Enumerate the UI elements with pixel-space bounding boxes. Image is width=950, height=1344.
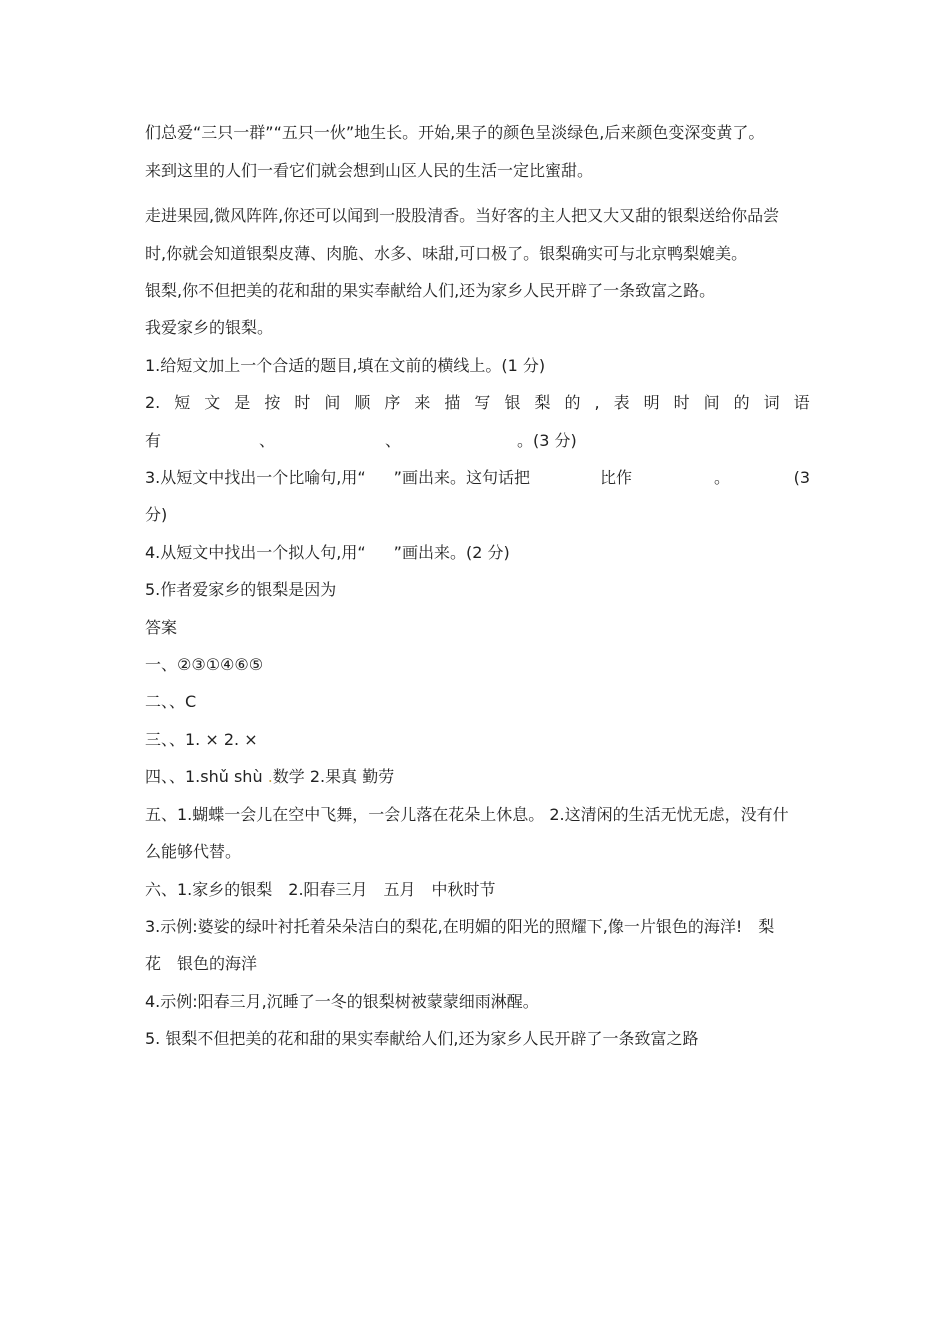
answer-line: 五、1.蝴蝶一会儿在空中飞舞，一会儿落在花朵上休息。 2.这清闲的生活无忧无虑，没有什 xyxy=(145,805,789,824)
q2-sep: 、 xyxy=(259,431,276,450)
answer-line: 4.示例:阳春三月,沉睡了一冬的银梨树被蒙蒙细雨淋醒。 xyxy=(145,992,539,1011)
passage-line: 来到这里的人们一看它们就会想到山区人民的生活一定比蜜甜。 xyxy=(145,161,594,180)
q2-start: 有 xyxy=(145,431,162,450)
answer-line: 六、1.家乡的银梨 2.阳春三月 五月 中秋时节 xyxy=(145,880,496,899)
q2-char: 序 xyxy=(384,393,401,412)
q3-part: 比作 xyxy=(599,468,632,487)
passage-line: 走进果园,微风阵阵,你还可以闻到一股股清香。当好客的主人把又大又甜的银梨送给你品尝 xyxy=(145,206,780,225)
answer-line xyxy=(145,767,810,787)
q2-char: 短 xyxy=(174,393,191,412)
answer-line: 5. 银梨不但把美的花和甜的果实奉献给人们,还为家乡人民开辟了一条致富之路 xyxy=(145,1029,699,1048)
q2-char: 描 xyxy=(444,393,461,412)
q2-char: 来 xyxy=(414,393,431,412)
answer-line: 一、②③①④⑥⑤ xyxy=(145,655,264,674)
question-2-line xyxy=(145,393,810,413)
q2-char: 间 xyxy=(324,393,341,412)
q2-char: 时 xyxy=(294,393,311,412)
answer-line: 花 银色的海洋 xyxy=(145,954,258,973)
passage-line: 银梨,你不但把美的花和甜的果实奉献给人们,还为家乡人民开辟了一条致富之路。 xyxy=(145,281,716,300)
q2-char: 顺 xyxy=(354,393,371,412)
answer-line: 三、、1. × 2. × xyxy=(145,730,258,749)
q2-char: 文 xyxy=(204,393,221,412)
q2-char: 写 xyxy=(474,393,491,412)
q2-char: 的 xyxy=(733,393,750,412)
passage-line: 时,你就会知道银梨皮薄、肉脆、水多、味甜,可口极了。银梨确实可与北京鸭梨媲美。 xyxy=(145,244,748,263)
q4-part: ”画出来。(2 分) xyxy=(393,543,510,562)
q2-char: 明 xyxy=(643,393,660,412)
question-3-score-cont: 分) xyxy=(145,505,168,524)
q2-char: 时 xyxy=(673,393,690,412)
question-1: 1.给短文加上一个合适的题目,填在文前的横线上。(1 分) xyxy=(145,356,546,375)
q2-end: 。(3 分) xyxy=(517,431,577,450)
answer-line: 二、、C xyxy=(145,692,197,711)
q3-score: (3 xyxy=(793,468,810,487)
q4-part: 4.从短文中找出一个拟人句,用“ xyxy=(145,543,366,562)
answer-part: 数学 2.果真 勤劳 xyxy=(272,767,395,786)
q2-char: 表 xyxy=(613,393,630,412)
answer-line: 么能够代替。 xyxy=(145,842,242,861)
q2-char: 梨 xyxy=(534,393,551,412)
q3-part: 。 xyxy=(713,468,730,487)
q2-char: 间 xyxy=(703,393,720,412)
answer-part: 四、、1.shǔ shù xyxy=(145,767,263,786)
q2-char: 语 xyxy=(793,393,810,412)
answers-heading: 答案 xyxy=(145,618,178,637)
q3-part: ”画出来。这句话把 xyxy=(393,468,530,487)
q2-char: 是 xyxy=(234,393,251,412)
passage-line: 我爱家乡的银梨。 xyxy=(145,318,274,337)
answer-line: 3.示例:婆娑的绿叶衬托着朵朵洁白的梨花,在明媚的阳光的照耀下,像一片银色的海洋! 梨 xyxy=(145,917,775,936)
question-4-line xyxy=(145,543,810,563)
q2-char: 2. xyxy=(145,393,161,412)
question-2-continuation xyxy=(145,431,810,451)
q2-char: 的 xyxy=(564,393,581,412)
question-3-line xyxy=(145,468,810,488)
q3-part: 3.从短文中找出一个比喻句,用“ xyxy=(145,468,366,487)
q2-char: 按 xyxy=(264,393,281,412)
passage-line: 们总爱“三只一群”“五只一伙”地生长。开始,果子的颜色呈淡绿色,后来颜色变深变黄了。 xyxy=(145,123,765,142)
q2-char: 银 xyxy=(504,393,521,412)
q2-char: , xyxy=(594,393,600,412)
q2-sep: 、 xyxy=(385,431,402,450)
question-5: 5.作者爱家乡的银梨是因为 xyxy=(145,580,337,599)
q2-char: 词 xyxy=(763,393,780,412)
answer-dot: . xyxy=(267,767,273,786)
